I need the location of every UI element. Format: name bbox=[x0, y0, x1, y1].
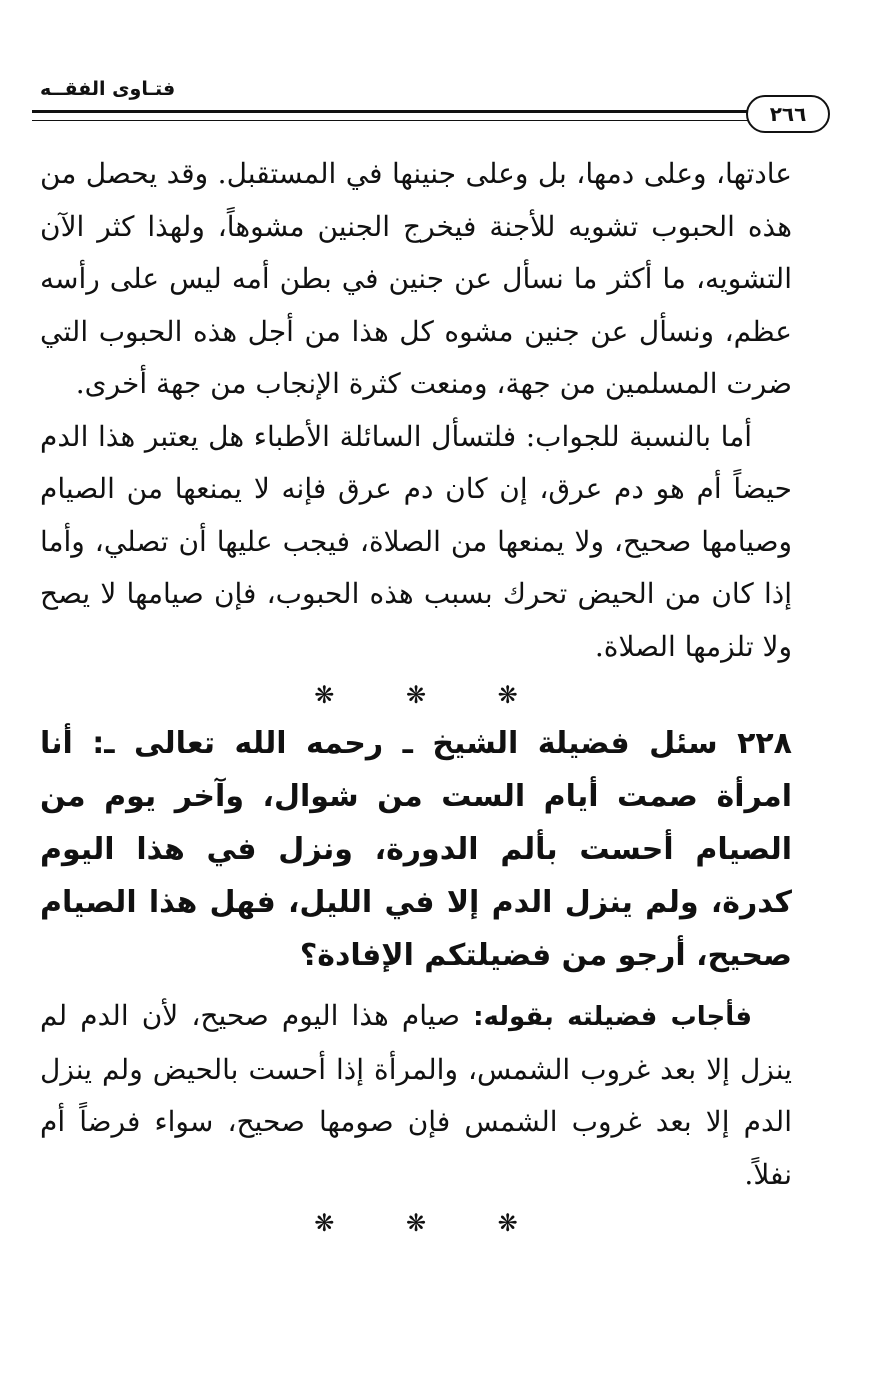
page-header bbox=[30, 72, 830, 132]
paragraph-continuation: عادتها، وعلى دمها، بل وعلى جنينها في المستقبل. وقد يحصل من هذه الحبوب تشويه للأجنة فيخرج الجنين مشوهاً، ولهذا كثر الآن التشويه، ما أكثر ما نسأل عن جنين في بطن أمه ليس على رأسه عظم، ونسأل عن جنين مشوه كل هذا من أجل هذه الحبوب التي ضرت المسلمين من جهة، ومنعت كثرة الإنجاب من جهة أخرى. bbox=[40, 157, 792, 400]
section-separator: ❋ ❋ ❋ bbox=[314, 681, 550, 709]
book-title: فتـاوى الفقــه bbox=[40, 78, 176, 100]
header-rule bbox=[32, 110, 750, 121]
answer-lead: فأجاب فضيلته بقوله: bbox=[473, 1002, 752, 1032]
answer-text: صيام هذا اليوم صحيح، لأن الدم لم ينزل إلا بعد غروب الشمس، والمرأة إذا أحست بالحيض ولم ينزل الدم إلا بعد غروب الشمس فإن صومها صحيح، سواء فرضاً أم نفلاً. bbox=[40, 999, 792, 1191]
page-body bbox=[40, 148, 792, 1245]
fatwa-answer bbox=[40, 990, 792, 1201]
paragraph-answer-to-previous: أما بالنسبة للجواب: فلتسأل السائلة الأطباء هل يعتبر هذا الدم حيضاً أم هو دم عرق، إن كان دم عرق فإنه لا يمنعها من الصيام وصيامها صحيح، ولا يمنعها من الصلاة، فيجب عليها أن تصلي، وأما إذا كان من الحيض تحرك بسبب هذه الحبوب، فإن صيامها لا يصح ولا تلزمها الصلاة. bbox=[40, 419, 792, 663]
spacer bbox=[40, 982, 792, 990]
page-number: ٢٦٦ bbox=[746, 95, 830, 133]
fatwa-question: ٢٢٨ سئل فضيلة الشيخ ـ رحمه الله تعالى ـ: أنا امرأة صمت أيام الست من شوال، وآخر يوم من الصيام أحست بألم الدورة، ونزل في هذا اليوم كدرة، ولم ينزل الدم إلا في الليل، فهل هذا الصيام صحيح، أرجو من فضيلتكم الإفادة؟ bbox=[40, 726, 792, 973]
section-separator-end: ❋ ❋ ❋ bbox=[314, 1209, 550, 1237]
